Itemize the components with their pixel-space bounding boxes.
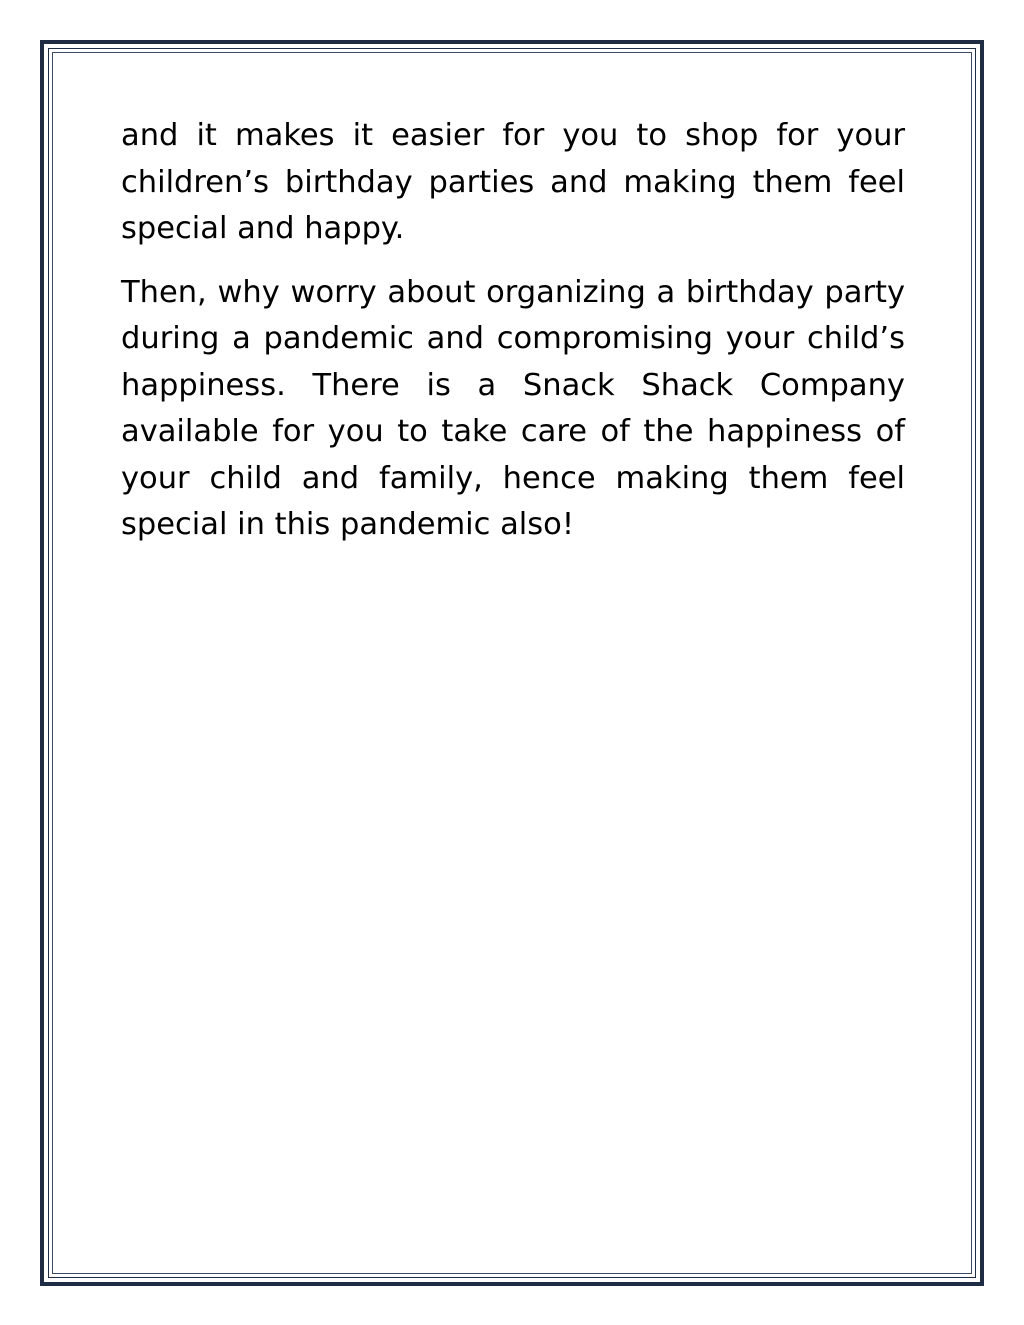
paragraph-2: Then, why worry about organizing a birthday party during a pandemic and compromising your child’s happiness. There is a Snack Shack Company available for you to take care of the happiness of your child and family, hence making them feel special in this pandemic also! — [121, 274, 905, 542]
document-body — [121, 113, 905, 566]
paragraph-1: and it makes it easier for you to shop for your children’s birthday parties and making them feel special and happy. — [121, 118, 905, 246]
